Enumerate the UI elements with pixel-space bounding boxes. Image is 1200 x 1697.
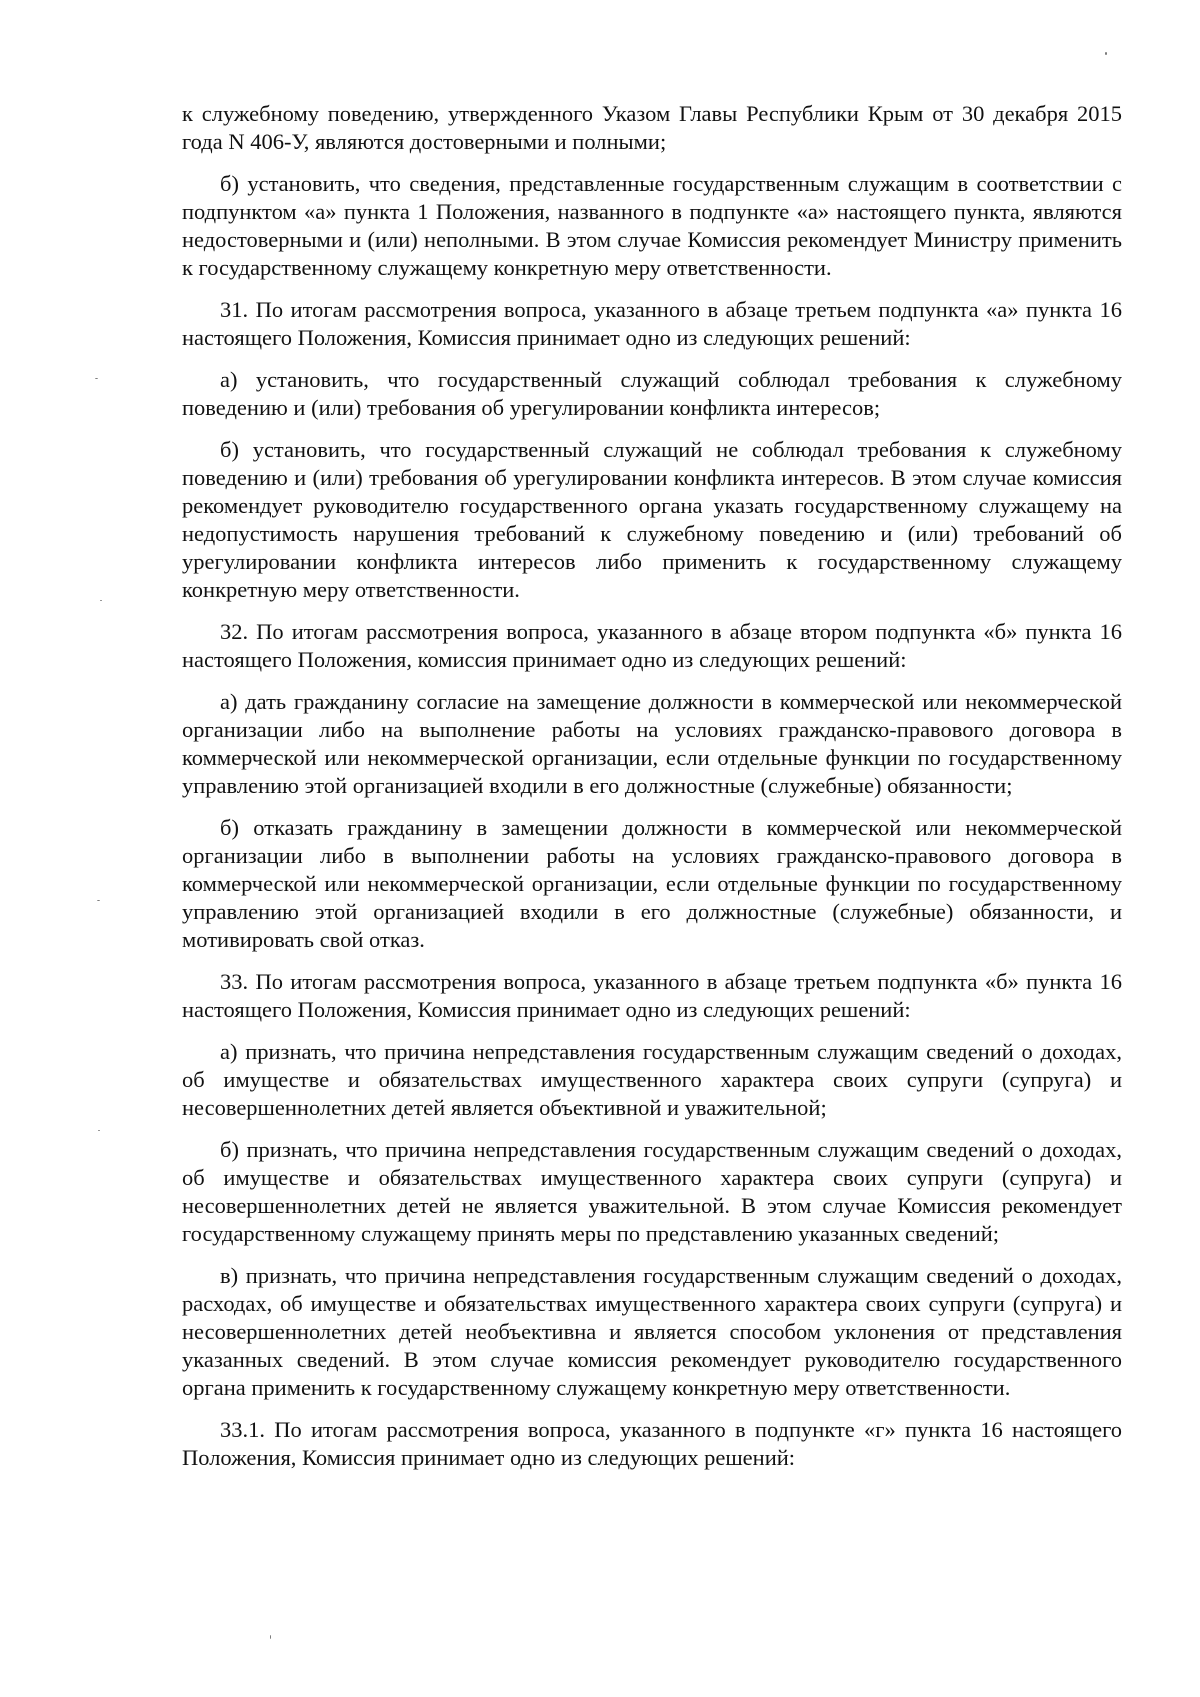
paragraph-32: 32. По итогам рассмотрения вопроса, указанного в абзаце втором подпункта «б» пункта 16 настоящего Положения, комиссия принимает одно из следующих решений: — [182, 619, 1122, 672]
paragraph-33a: а) признать, что причина непредставления государственным служащим сведений о доходах, об имуществе и обязательствах имущественного характера своих супруги (супруга) и несовершеннолетних детей является объективной и уважительной; — [182, 1039, 1122, 1120]
paragraph-33: 33. По итогам рассмотрения вопроса, указанного в абзаце третьем подпункта «б» пункта 16 настоящего Положения, Комиссия принимает одно из следующих решений: — [182, 969, 1122, 1022]
paragraph-32b: б) отказать гражданину в замещении должности в коммерческой или некоммерческой организации либо в выполнении работы на условиях гражданско-правового договора в коммерческой или некоммерческой организации, если отдельные функции по государственному управлению этой организацией входили в его должностные (служебные) обязанности, и мотивировать свой отказ. — [182, 815, 1122, 952]
scan-speck — [97, 900, 100, 901]
paragraph-31a: а) установить, что государственный служащий соблюдал требования к служебному поведению и (или) требования об урегулировании конфликта интересов; — [182, 367, 1122, 420]
paragraph-31b: б) установить, что государственный служащий не соблюдал требования к служебному поведению и (или) требования об урегулировании конфликта интересов. В этом случае комиссия рекомендует руководителю государственного органа указать государственному служащему на недопустимость нарушения требований к служебному поведению и (или) требований об урегулировании конфликта интересов либо применить к государственному служащему конкретную меру ответственности. — [182, 437, 1122, 602]
paragraph-31: 31. По итогам рассмотрения вопроса, указанного в абзаце третьем подпункта «а» пункта 16 настоящего Положения, Комиссия принимает одно из следующих решений: — [182, 297, 1122, 350]
document-body — [182, 100, 1122, 1486]
scan-speck — [270, 1635, 271, 1639]
scan-speck — [100, 600, 102, 601]
scan-speck — [98, 1130, 100, 1131]
scan-speck — [95, 378, 98, 379]
paragraph-33-1: 33.1. По итогам рассмотрения вопроса, указанного в подпункте «г» пункта 16 настоящего Положения, Комиссия принимает одно из следующих решений: — [182, 1417, 1122, 1470]
paragraph-30b: б) установить, что сведения, представленные государственным служащим в соответствии с подпунктом «а» пункта 1 Положения, названного в подпункте «а» настоящего пункта, являются недостоверными и (или) неполными. В этом случае Комиссия рекомендует Министру применить к государственному служащему конкретную меру ответственности. — [182, 171, 1122, 280]
scan-speck — [1105, 52, 1107, 55]
paragraph-32a: а) дать гражданину согласие на замещение должности в коммерческой или некоммерческой организации либо на выполнение работы на условиях гражданско-правового договора в коммерческой или некоммерческой организации, если отдельные функции по государственному управлению этой организацией входили в его должностные (служебные) обязанности; — [182, 689, 1122, 798]
paragraph-33b: б) признать, что причина непредставления государственным служащим сведений о доходах, об имуществе и обязательствах имущественного характера своих супруги (супруга) и несовершеннолетних детей не является уважительной. В этом случае Комиссия рекомендует государственному служащему принять меры по представлению указанных сведений; — [182, 1137, 1122, 1246]
paragraph-continuation: к служебному поведению, утвержденного Указом Главы Республики Крым от 30 декабря 2015 года N 406-У, являются достоверными и полными; — [182, 101, 1122, 154]
paragraph-33v: в) признать, что причина непредставления государственным служащим сведений о доходах, расходах, об имуществе и обязательствах имущественного характера своих супруги (супруга) и несовершеннолетних детей необъективна и является способом уклонения от представления указанных сведений. В этом случае комиссия рекомендует руководителю государственного органа применить к государственному служащему конкретную меру ответственности. — [182, 1263, 1122, 1400]
